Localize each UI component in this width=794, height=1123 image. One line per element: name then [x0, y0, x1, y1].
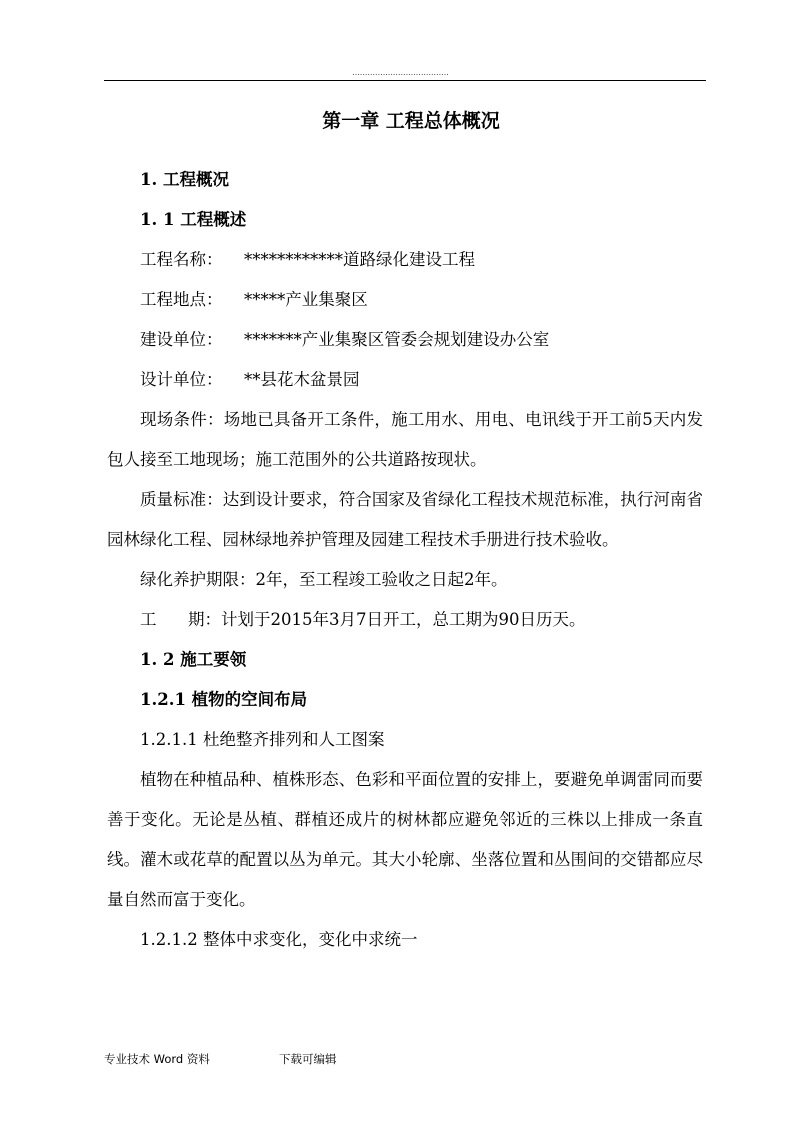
info-value: *******产业集聚区管委会规划建设办公室: [244, 330, 550, 349]
section-heading-1-2-1: 1.2.1 植物的空间布局: [140, 690, 308, 709]
site-conditions-paragraph: 现场条件：场地已具备开工条件，施工用水、用电、电讯线于开工前5天内发包人接至工地现场；施工范围外的公共道路按现状。: [107, 410, 703, 469]
schedule-label: 工 期：: [140, 610, 221, 629]
layout-paragraph: 植物在种植品种、植株形态、色彩和平面位置的安排上，要避免单调雷同而要善于变化。无论是丛植、群植还成片的树林都应避免邻近的三株以上排成一条直线。灌木或花草的配置以丛为单元。其大小轮廓、坐落位置和丛围间的交错都应尽量自然而富于变化。: [107, 770, 703, 909]
info-row-project-name: [107, 240, 703, 280]
info-value: **县花木盆景园: [244, 370, 360, 389]
chapter-title: 第一章 工程总体概况: [322, 110, 500, 132]
schedule-row: [107, 600, 703, 640]
quality-standard-paragraph: 质量标准：达到设计要求，符合国家及省绿化工程技术规范标准，执行河南省园林绿化工程、园林绿地养护管理及园建工程技术手册进行技术验收。: [107, 490, 703, 549]
section-heading-1: 1. 工程概况: [140, 170, 229, 189]
section-heading-1-1: 1. 1 工程概述: [140, 210, 247, 229]
header-dots: ......................................: [352, 68, 449, 77]
info-label: 设计单位：: [140, 370, 223, 389]
info-label: 建设单位：: [140, 330, 223, 349]
info-label: 工程名称：: [140, 250, 223, 269]
info-row-project-location: [107, 280, 703, 320]
info-row-construction-unit: [107, 320, 703, 360]
info-value: ************道路绿化建设工程: [244, 250, 475, 269]
schedule-value: 计划于2015年3月7日开工，总工期为90日历天。: [220, 610, 586, 629]
maintenance-period-paragraph: 绿化养护期限：2年，至工程竣工验收之日起2年。: [140, 570, 508, 589]
footer-right-text: 下载可编辑: [279, 1052, 337, 1066]
section-heading-1-2-1-1: 1.2.1.1 杜绝整齐排列和人工图案: [140, 730, 385, 749]
info-label: 工程地点：: [140, 290, 223, 309]
footer-left-text: 专业技术 Word 资料: [104, 1052, 210, 1066]
document-body: [107, 104, 703, 960]
info-value: *****产业集聚区: [244, 290, 368, 309]
section-heading-1-2: 1. 2 施工要领: [140, 650, 247, 669]
section-heading-1-2-1-2: 1.2.1.2 整体中求变化，变化中求统一: [140, 930, 418, 949]
info-row-design-unit: [107, 360, 703, 400]
header-rule: [104, 80, 706, 81]
